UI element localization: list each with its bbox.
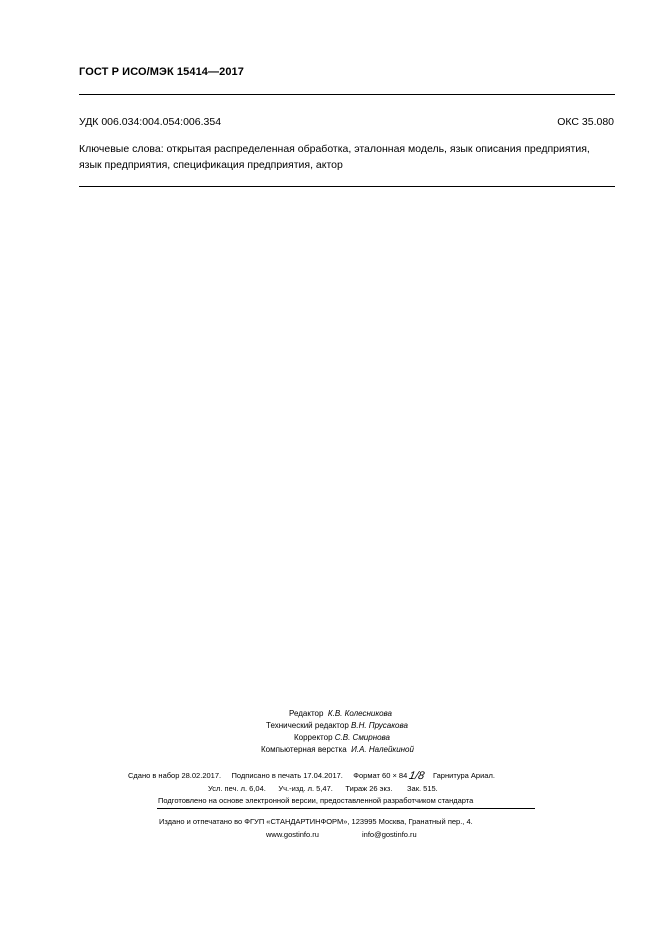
credit-corrector: [294, 733, 390, 742]
credit-layout: [261, 745, 414, 754]
typeset-date: Сдано в набор 28.02.2017.: [128, 771, 222, 780]
format-fraction: 1/8: [408, 770, 426, 782]
credit-tech-editor: [266, 721, 408, 730]
publisher-info: Издано и отпечатано во ФГУП «СТАНДАРТИНФОРМ», 123995 Москва, Гранатный пер., 4.: [159, 817, 473, 826]
credit-editor-label: Редактор: [289, 709, 324, 718]
publication-line-2: [208, 784, 438, 793]
udk-code: УДК 006.034:004.054:006.354: [79, 116, 222, 128]
credit-tech-editor-label: Технический редактор: [266, 721, 349, 730]
email-link[interactable]: info@gostinfo.ru: [362, 830, 417, 839]
publishing-sheets: Уч.-изд. л. 5,47.: [278, 784, 333, 793]
keywords-line-2: язык предприятия, спецификация предприятия, актор: [79, 159, 343, 171]
website-link[interactable]: www.gostinfo.ru: [266, 830, 319, 839]
credit-corrector-name: С.В. Смирнова: [334, 733, 391, 742]
keywords-line-1: Ключевые слова: открытая распределенная обработка, эталонная модель, язык описания предприятия,: [79, 143, 590, 155]
publication-line-1: [128, 769, 495, 781]
order-number: Зак. 515.: [407, 784, 438, 793]
credit-layout-label: Компьютерная верстка: [261, 745, 347, 754]
signed-date: Подписано в печать 17.04.2017.: [231, 771, 343, 780]
header-divider: [79, 94, 615, 95]
keywords-divider: [79, 186, 615, 187]
credit-editor: [289, 709, 392, 718]
credit-editor-name: К.В. Колесникова: [327, 709, 392, 718]
print-sheets: Усл. печ. л. 6,04.: [208, 784, 266, 793]
keywords-block: [79, 141, 619, 173]
credit-corrector-label: Корректор: [294, 733, 333, 742]
standard-number: ГОСТ Р ИСО/МЭК 15414—2017: [79, 66, 244, 78]
prepared-note: Подготовлено на основе электронной версии, предоставленной разработчиком стандарта: [158, 796, 474, 805]
typeface: Гарнитура Ариал.: [433, 771, 495, 780]
credit-layout-name: И.А. Налейкиной: [351, 745, 414, 754]
credit-tech-editor-name: В.Н. Прусакова: [351, 721, 408, 730]
paper-format: Формат 60 × 84: [353, 771, 408, 780]
oks-code: ОКС 35.080: [557, 116, 614, 128]
footer-divider: [157, 808, 535, 809]
circulation: Тираж 26 экз.: [345, 784, 393, 793]
